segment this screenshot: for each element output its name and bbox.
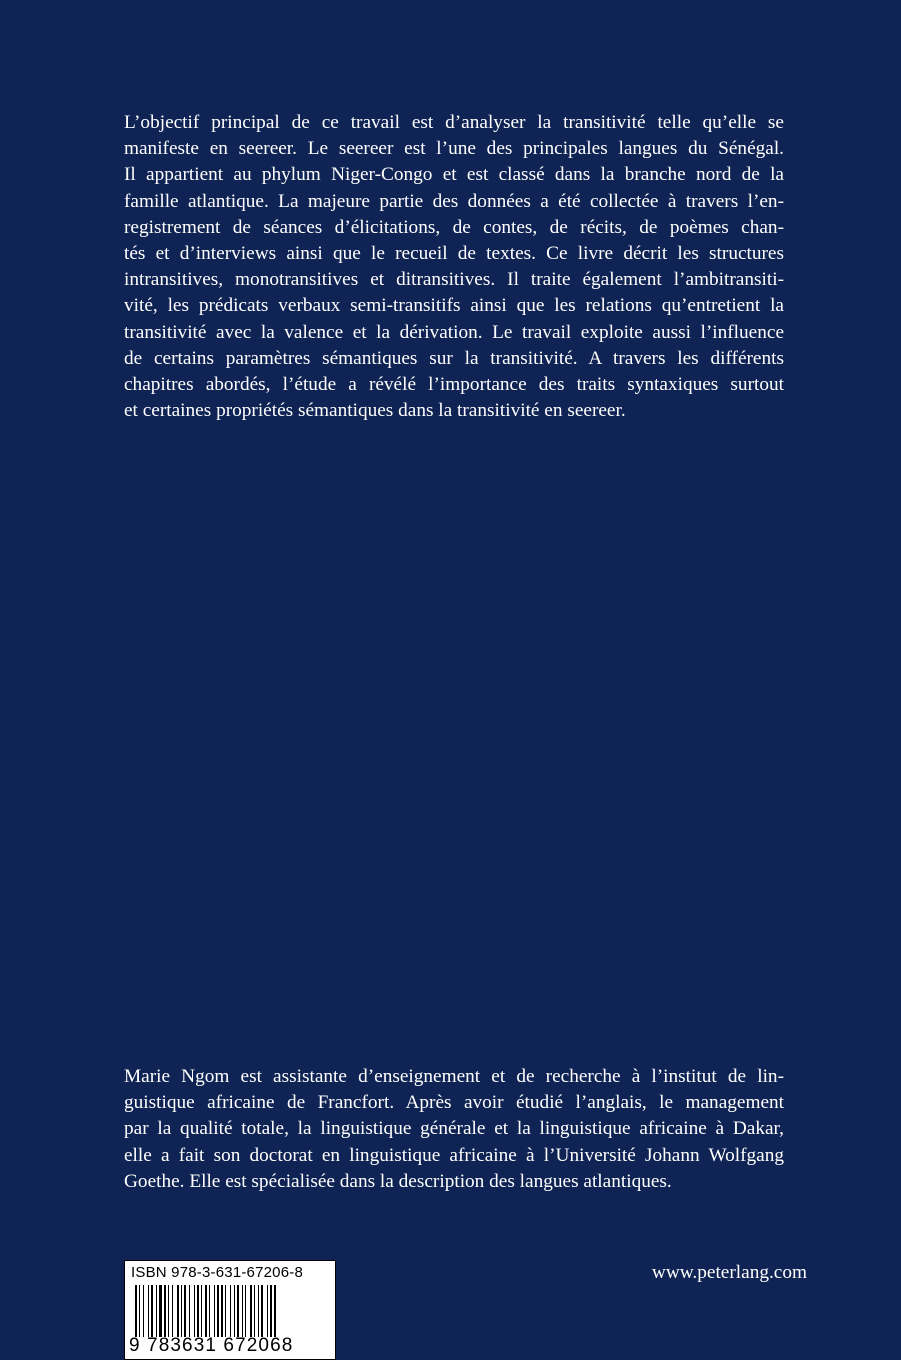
barcode-bar — [139, 1285, 140, 1337]
barcode-bar — [245, 1285, 246, 1337]
barcode-digits: 9 783631 672068 — [129, 1335, 294, 1356]
isbn-label: ISBN 978-3-631-67206-8 — [131, 1264, 304, 1281]
abstract-line: famille atlantique. La majeure partie des données a été collectée à travers l’en- — [124, 190, 784, 212]
bio-line: par la qualité totale, la linguistique générale et la linguistique africaine à Dakar, — [124, 1118, 784, 1140]
barcode-bar — [217, 1285, 219, 1337]
barcode-bar — [189, 1285, 190, 1337]
bio-line: Marie Ngom est assistante d’enseignement et de recherche à l’institut de lin- — [124, 1066, 784, 1087]
barcode-bar — [194, 1285, 195, 1337]
isbn-barcode-box — [124, 1260, 336, 1360]
abstract-line: tés et d’interviews ainsi que le recueil de textes. Ce livre décrit les structures — [124, 243, 784, 265]
barcode-bar — [135, 1285, 137, 1337]
barcode-bar — [197, 1285, 199, 1337]
bio-line: guistique africaine de Francfort. Après avoir étudié l’anglais, le management — [124, 1092, 784, 1114]
bio-line: elle a fait son doctorat en linguistique africaine à l’Université Johann Wolfgang — [124, 1144, 784, 1166]
barcode-bar — [143, 1285, 144, 1337]
barcode-bar — [270, 1285, 272, 1337]
barcode-bar — [267, 1285, 268, 1337]
abstract-line: vité, les prédicats verbaux semi-transitifs ainsi que les relations qu’entretient la — [124, 295, 784, 317]
bio-line: Goethe. Elle est spécialisée dans la description des langues atlantiques. — [124, 1170, 672, 1192]
barcode-bar — [214, 1285, 215, 1337]
abstract-line: chapitres abordés, l’étude a révélé l’importance des traits syntaxiques surtout — [124, 374, 784, 396]
barcode-bar — [250, 1285, 252, 1337]
barcode-bar — [221, 1285, 223, 1337]
barcode-bar — [205, 1285, 207, 1337]
barcode-bar — [181, 1285, 182, 1337]
barcode-bar — [209, 1285, 210, 1337]
abstract-line: intransitives, monotransitives et ditransitives. Il traite également l’ambitransiti- — [124, 269, 784, 291]
barcode-bar — [261, 1285, 263, 1337]
barcode-bar — [151, 1285, 153, 1337]
barcode-bar — [159, 1285, 162, 1337]
abstract-line: Il appartient au phylum Niger-Congo et est classé dans la branche nord de la — [124, 164, 784, 186]
barcode-bar — [164, 1285, 166, 1337]
barcode-bar — [148, 1285, 149, 1337]
barcode-bar — [201, 1285, 202, 1337]
barcode-bar — [172, 1285, 173, 1337]
abstract-line: transitivité avec la valence et la dérivation. Le travail exploite aussi l’influence — [124, 321, 784, 343]
barcode-bar — [237, 1285, 239, 1337]
abstract-line: manifeste en seereer. Le seereer est l’une des principales langues du Sénégal. — [124, 138, 784, 160]
barcode-bar — [254, 1285, 255, 1337]
barcode-icon — [133, 1285, 329, 1337]
barcode-bar — [168, 1285, 169, 1337]
barcode-bar — [242, 1285, 243, 1337]
abstract-paragraph — [124, 110, 784, 424]
abstract-line: de certains paramètres sémantiques sur la transitivité. A travers les différents — [124, 347, 784, 369]
barcode-bar — [225, 1285, 226, 1337]
author-bio-paragraph — [124, 1064, 784, 1195]
barcode-bar — [184, 1285, 186, 1337]
abstract-line: L’objectif principal de ce travail est d’analyser la transitivité telle qu’elle se — [124, 112, 784, 133]
barcode-bar — [234, 1285, 235, 1337]
barcode-bar — [274, 1285, 276, 1337]
abstract-line: et certaines propriétés sémantiques dans la transitivité en seereer. — [124, 400, 626, 422]
barcode-bar — [177, 1285, 179, 1337]
barcode-bar — [156, 1285, 157, 1337]
barcode-bar — [258, 1285, 259, 1337]
publisher-website[interactable]: www.peterlang.com — [651, 1262, 807, 1283]
abstract-line: registrement de séances d’élicitations, de contes, de récits, de poèmes chan- — [124, 216, 784, 238]
barcode-bar — [230, 1285, 231, 1337]
